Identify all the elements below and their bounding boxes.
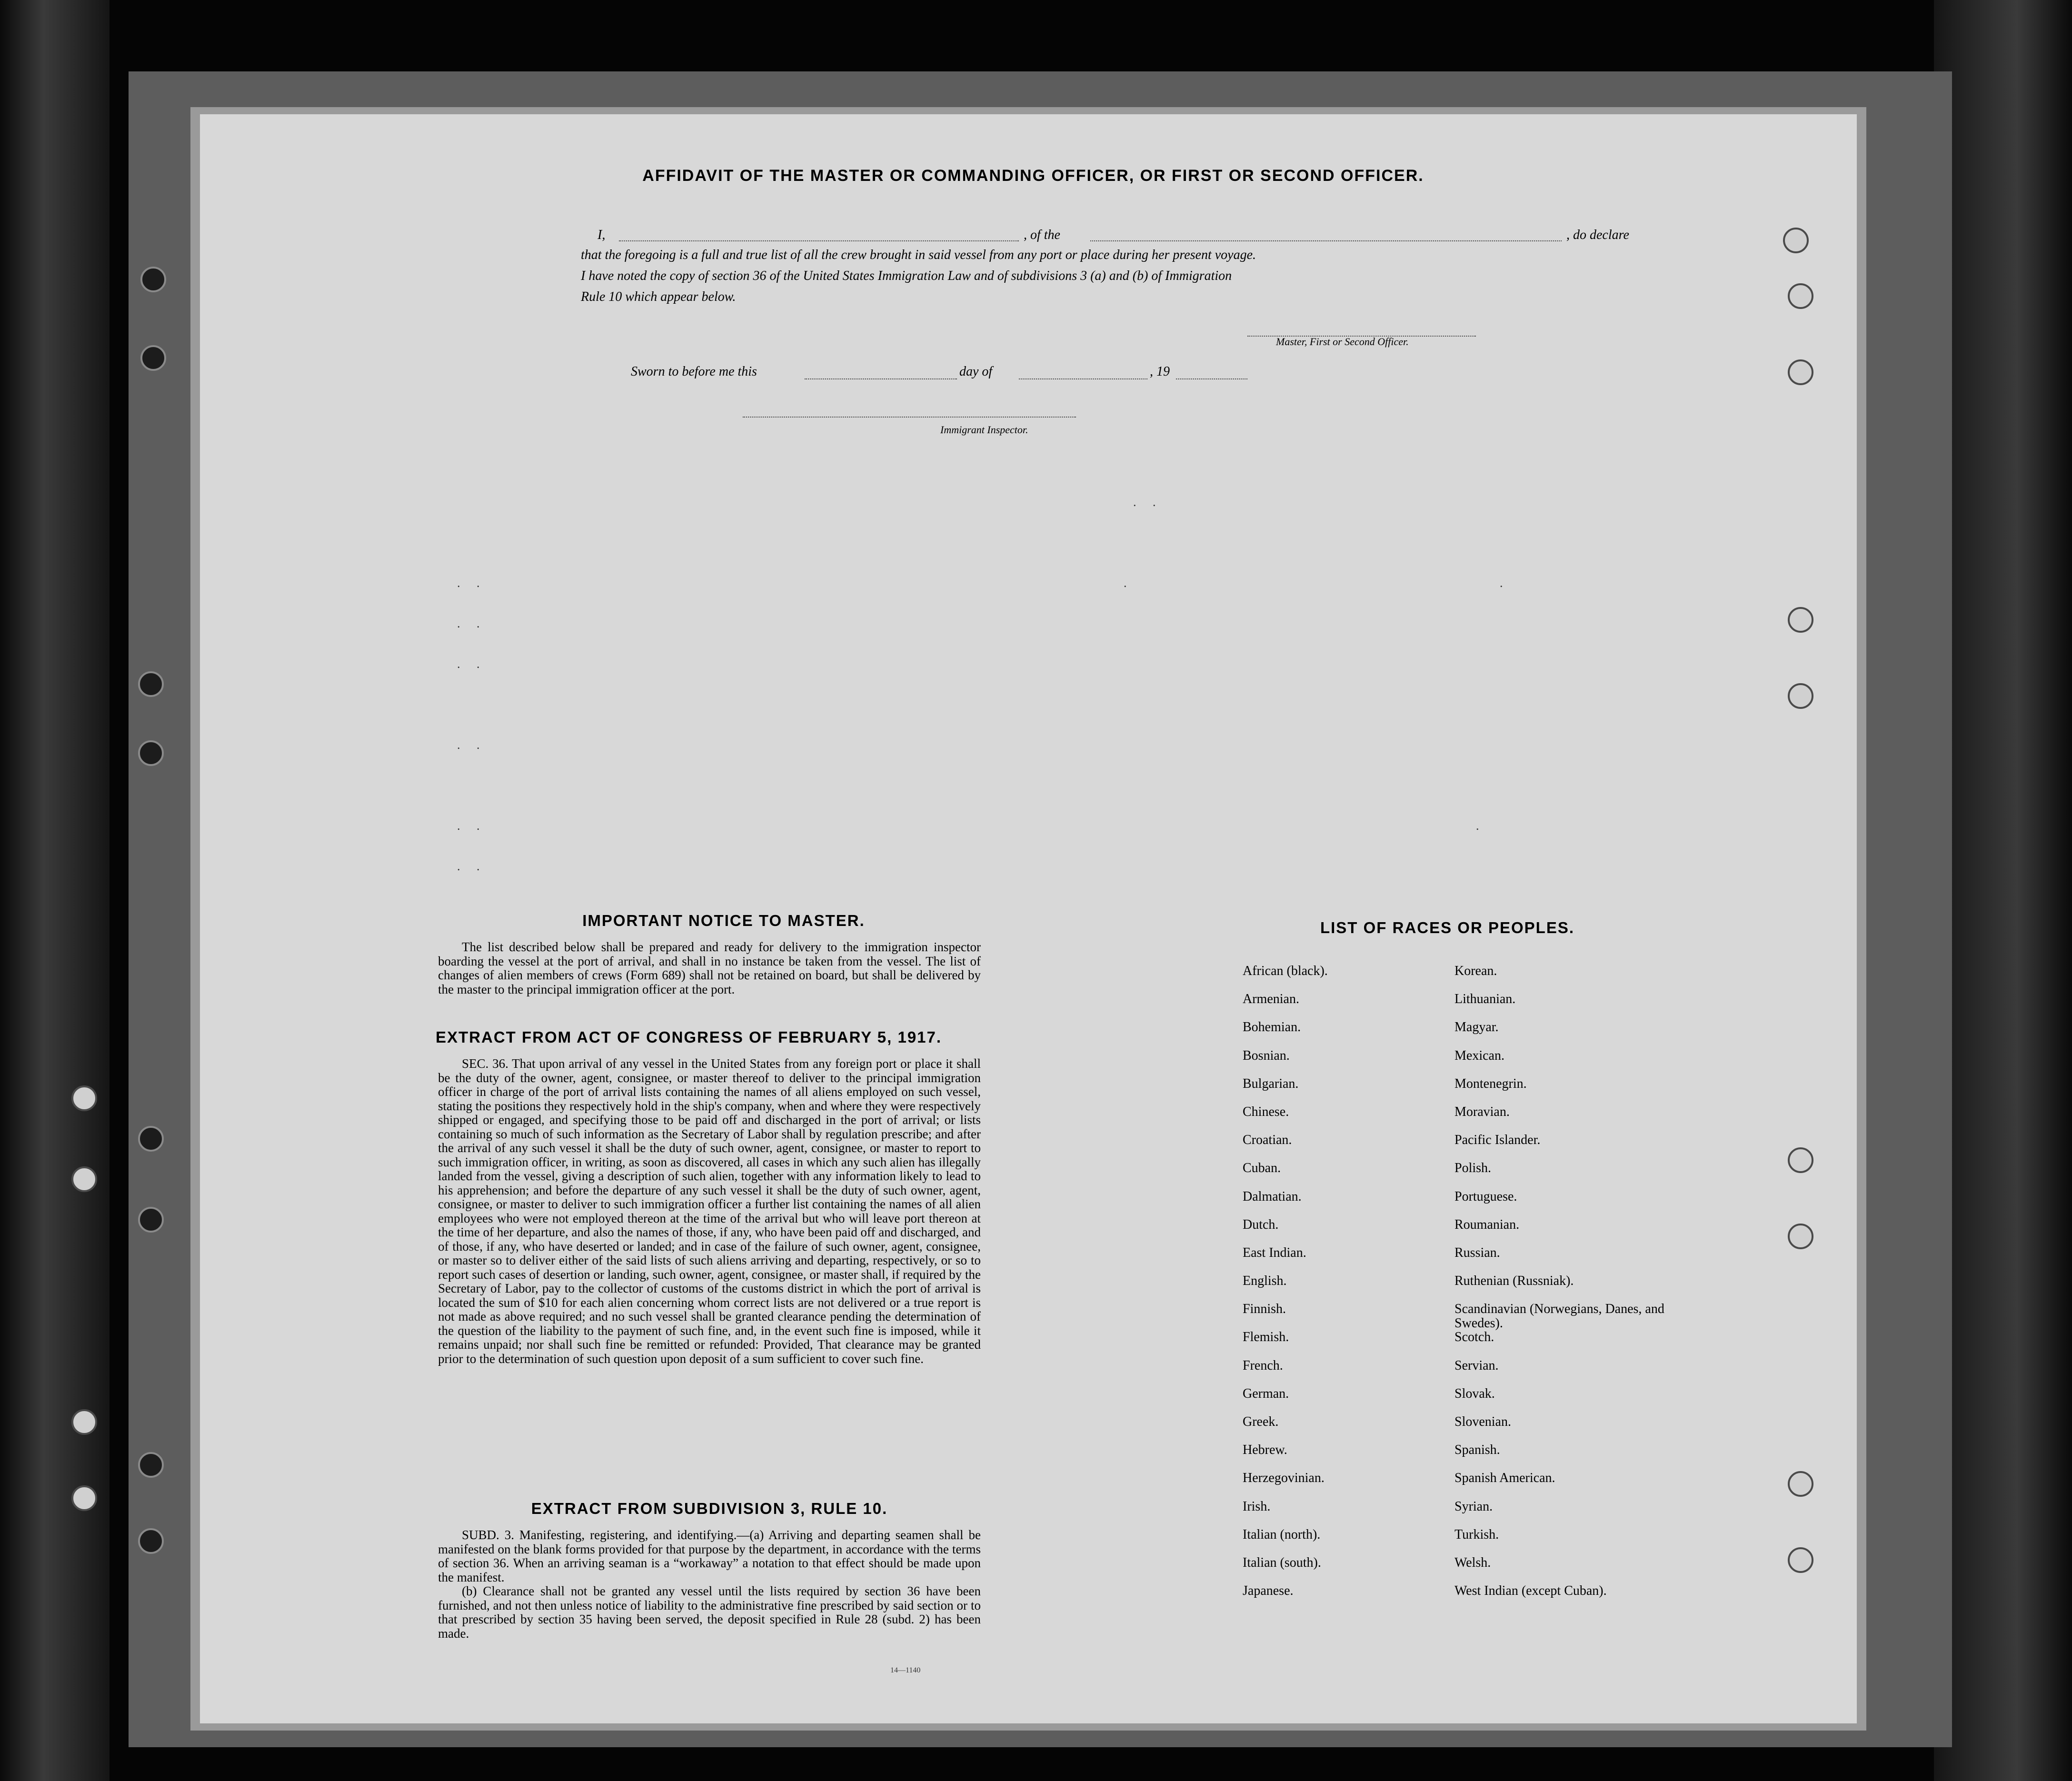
race-item: Scandinavian (Norwegians, Danes, and Swedes). [1454,1302,1664,1331]
sworn-month-blank [1019,378,1147,379]
rule-paragraph-a: SUBD. 3. Manifesting, registering, and identifying.—(a) Arriving and departing seamen shall be manifested on the blank forms provided for that purpose by the department, in accordance with the terms of section 36. When an arriving seaman is a “workaway” a notation to that effect should be made upon the manifest. [438,1528,981,1584]
blank-row-marks: . . [457,859,487,873]
punch-hole [1788,1224,1813,1249]
race-item: Welsh. [1454,1555,1491,1570]
blank-row-marks: . [1500,576,1510,590]
punch-hole [138,671,164,697]
race-item: Armenian. [1243,992,1299,1007]
punch-hole [71,1085,97,1111]
film-edge-right [1934,0,2072,1781]
race-item: Spanish. [1454,1443,1500,1458]
race-item: East Indian. [1243,1245,1306,1260]
notice-heading: IMPORTANT NOTICE TO MASTER. [582,912,865,929]
punch-hole [138,1126,164,1152]
punch-hole [138,740,164,766]
punch-hole [1788,1471,1813,1497]
races-list-right [1454,964,1669,1612]
affidavit-title: AFFIDAVIT OF THE MASTER OR COMMANDING OFFICER, OR FIRST OR SECOND OFFICER. [642,167,1424,185]
race-item: Flemish. [1243,1330,1289,1345]
race-item: Bohemian. [1243,1020,1301,1035]
race-item: African (black). [1243,964,1328,978]
blank-row-marks: . [1476,819,1486,833]
affidavit-line2: that the foregoing is a full and true list of all the crew brought in said vessel from any port or place during her present voyage. [581,248,1256,262]
punch-hole [140,267,166,292]
race-item: English. [1243,1274,1287,1289]
punch-hole [1788,1147,1813,1173]
punch-hole [138,1452,164,1478]
rule-heading: EXTRACT FROM SUBDIVISION 3, RULE 10. [531,1500,888,1517]
race-item: Turkish. [1454,1527,1499,1542]
punch-hole [140,345,166,371]
sworn-year-blank [1176,378,1247,379]
race-item: Ruthenian (Russniak). [1454,1274,1574,1289]
sworn-day-blank [805,378,957,379]
race-item: French. [1243,1358,1283,1373]
rule-paragraph-b: (b) Clearance shall not be granted any vessel until the lists required by section 36 have been furnished, and not then unless notice of liability to the administrative fine prescribed by said section or to that prescribed by section 35 having been served, the deposit specified in Rule 28 (subd. 2) has been made. [438,1584,981,1641]
race-item: Polish. [1454,1161,1492,1176]
punch-hole [138,1528,164,1554]
blank-row-marks: . . [457,657,487,671]
sworn-day-label: day of [959,364,993,379]
races-heading: LIST OF RACES OR PEOPLES. [1320,919,1575,936]
race-item: Herzegovinian. [1243,1471,1325,1486]
race-item: Cuban. [1243,1161,1281,1176]
name-blank [619,240,1019,241]
race-item: Greek. [1243,1414,1279,1429]
punch-hole [1788,359,1813,385]
race-item: Russian. [1454,1245,1500,1260]
race-item: Italian (north). [1243,1527,1321,1542]
affidavit-line1-end: , do declare [1566,228,1629,242]
blank-row-marks: . [1124,576,1134,590]
race-item: Moravian. [1454,1104,1510,1119]
inspector-label: Immigrant Inspector. [940,424,1028,436]
blank-row-marks: . . [457,576,487,590]
race-item: Hebrew. [1243,1443,1287,1458]
punch-hole [1788,1547,1813,1573]
vessel-blank [1090,240,1562,241]
race-item: Croatian. [1243,1133,1292,1148]
race-item: Italian (south). [1243,1555,1321,1570]
blank-row-marks: . . [457,617,487,630]
races-list-left [1243,964,1424,1612]
punch-hole [1783,228,1809,253]
race-item: Slovenian. [1454,1414,1511,1429]
notice-text [438,940,981,996]
act-text [438,1057,981,1366]
affidavit-line4: Rule 10 which appear below. [581,289,736,304]
race-item: Slovak. [1454,1386,1495,1401]
inspector-blank [743,417,1076,418]
race-item: Finnish. [1243,1302,1286,1317]
race-item: Dalmatian. [1243,1189,1302,1204]
race-item: Bosnian. [1243,1048,1290,1063]
race-item: Mexican. [1454,1048,1504,1063]
punch-hole [71,1409,97,1435]
film-edge-left [0,0,110,1781]
race-item: West Indian (except Cuban). [1454,1583,1607,1599]
blank-row-marks: . . [1133,495,1163,509]
signature-label: Master, First or Second Officer. [1276,336,1409,348]
race-item: Syrian. [1454,1499,1493,1514]
affidavit-line1-mid: , of the [1024,228,1060,242]
affidavit-line1-start: I, [598,228,606,242]
race-item: Dutch. [1243,1217,1279,1232]
race-item: Magyar. [1454,1020,1499,1035]
race-item: Chinese. [1243,1104,1289,1119]
race-item: Spanish American. [1454,1471,1555,1486]
notice-paragraph: The list described below shall be prepared and ready for delivery to the immigration inspector boarding the vessel at the port of arrival, and shall in no instance be taken from the vessel. The list of changes of alien members of crews (Form 689) shall not be retained on board, but shall be delivered by the master to the principal immigration officer at the port. [438,940,981,996]
race-item: Portuguese. [1454,1189,1517,1204]
punch-hole [71,1485,97,1511]
race-item: Servian. [1454,1358,1499,1373]
race-item: Bulgarian. [1243,1076,1299,1091]
race-item: Roumanian. [1454,1217,1520,1232]
blank-row-marks: . . [457,819,487,833]
punch-hole [1788,683,1813,709]
rule-text [438,1528,981,1641]
punch-hole [138,1207,164,1233]
race-item: Scotch. [1454,1330,1494,1345]
sworn-text: Sworn to before me this [631,364,757,379]
race-item: Irish. [1243,1499,1271,1514]
race-item: Montenegrin. [1454,1076,1527,1091]
race-item: Lithuanian. [1454,992,1516,1007]
act-paragraph: SEC. 36. That upon arrival of any vessel in the United States from any foreign port or place it shall be the duty of the owner, agent, consignee, or master thereof to deliver to the principal immigration officer in charge of the port of arrival lists containing the names of all aliens employed on such vessel, stating the positions they respectively hold in the ship's company, when and where they were respectively shipped or engaged, and specifying those to be paid off and discharged in the port of arrival; or lists containing so much of such information as the Secretary of Labor shall by regulation prescribe; and after the arrival of any such vessel it shall be the duty of such owner, agent, consignee, or master to report to such immigration officer, in writing, as soon as discovered, all cases in which any such alien has illegally landed from the vessel, giving a description of such alien, together with any information likely to lead to his apprehension; and before the departure of any such vessel it shall be the duty of such owner, agent, consignee, or master to deliver to such immigration officer a further list containing the names of all alien employees who were not employed thereon at the time of the arrival but who will leave port thereon at the time of her departure, and also the names of those, if any, who have been paid off and discharged, and of those, if any, who have deserted or landed; and in case of the failure of such owner, agent, consignee, or master so to deliver either of the said lists of such aliens arriving and departing, respectively, or so to report such cases of desertion or landing, such owner, agent, consignee, or master shall, if required by the Secretary of Labor, pay to the collector of customs of the customs district in which the port of arrival is located the sum of $10 for each alien concerning whom correct lists are not delivered or a true report is not made as above required; and no such vessel shall be granted clearance pending the determination of the question of the liability to the payment of such fine, and, in the event such fine is imposed, while it remains unpaid; nor shall such fine be remitted or refunded: Provided, That clearance may be granted prior to the determination of such question upon deposit of a sum sufficient to cover such fine. [438,1056,981,1366]
sworn-year-label: , 19 [1150,364,1170,379]
race-item: Pacific Islander. [1454,1133,1541,1148]
race-item: Korean. [1454,964,1497,978]
race-item: Japanese. [1243,1583,1294,1599]
affidavit-line3: I have noted the copy of section 36 of the United States Immigration Law and of subdivisions 3 (a) and (b) of Immigration [581,269,1232,283]
race-item: German. [1243,1386,1289,1401]
form-number: 14—1140 [890,1666,921,1674]
punch-hole [1788,283,1813,309]
punch-hole [71,1166,97,1192]
act-heading: EXTRACT FROM ACT OF CONGRESS OF FEBRUARY 5, 1917. [436,1028,942,1046]
punch-hole [1788,607,1813,633]
blank-row-marks: . . [457,738,487,752]
